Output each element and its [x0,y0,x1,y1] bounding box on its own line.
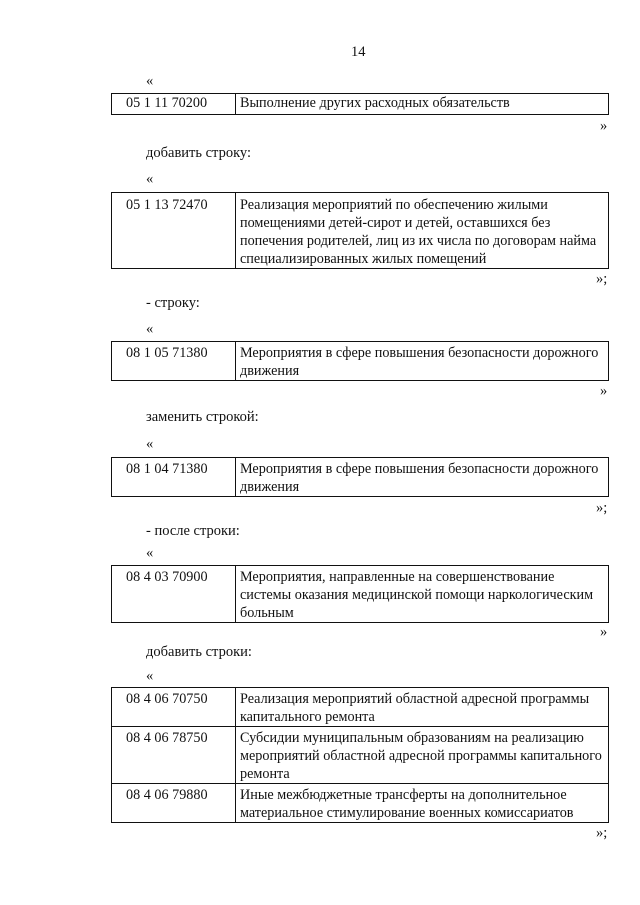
close-quote: » [600,383,608,399]
row-code: 08 1 04 71380 [112,458,236,497]
row-description: Реализация мероприятий по обеспечению жилыми помещениями детей-сирот и детей, оставшихся без попечения родителей, лиц из их числа по договорам найма специализированных жилых помещений [236,193,609,269]
budget-table-4 [111,457,609,497]
row-code: 05 1 11 70200 [112,94,236,115]
instruction-text: добавить строку: [146,145,251,161]
table-row [112,784,609,823]
page-number: 14 [351,44,366,60]
table-row [112,458,609,497]
row-code: 08 4 06 70750 [112,688,236,727]
open-quote: « [146,436,154,452]
row-description: Реализация мероприятий областной адресной программы капитального ремонта [236,688,609,727]
budget-table-5 [111,565,609,623]
open-quote: « [146,668,154,684]
row-code: 05 1 13 72470 [112,193,236,269]
close-quote: » [600,118,608,134]
instruction-text: - после строки: [146,523,240,539]
budget-table-1 [111,93,609,115]
row-code: 08 4 06 79880 [112,784,236,823]
close-quote: »; [596,271,608,287]
row-description: Мероприятия, направленные на совершенствование системы оказания медицинской помощи наркологическим больным [236,566,609,623]
table-row [112,688,609,727]
table-row [112,342,609,381]
row-description: Мероприятия в сфере повышения безопасности дорожного движения [236,342,609,381]
open-quote: « [146,171,154,187]
instruction-text: - строку: [146,295,200,311]
budget-table-2 [111,192,609,269]
row-description: Мероприятия в сфере повышения безопасности дорожного движения [236,458,609,497]
instruction-text: добавить строки: [146,644,252,660]
table-row [112,566,609,623]
row-code: 08 4 03 70900 [112,566,236,623]
row-description: Субсидии муниципальным образованиям на реализацию мероприятий областной адресной программы капитального ремонта [236,727,609,784]
row-code: 08 4 06 78750 [112,727,236,784]
row-description: Иные межбюджетные трансферты на дополнительное материальное стимулирование военных комиссариатов [236,784,609,823]
table-row [112,94,609,115]
open-quote: « [146,545,154,561]
open-quote: « [146,321,154,337]
table-row [112,193,609,269]
open-quote: « [146,73,154,89]
table-row [112,727,609,784]
close-quote: »; [596,825,608,841]
instruction-text: заменить строкой: [146,409,259,425]
row-description: Выполнение других расходных обязательств [236,94,609,115]
close-quote: »; [596,500,608,516]
row-code: 08 1 05 71380 [112,342,236,381]
budget-table-3 [111,341,609,381]
budget-table-6 [111,687,609,823]
close-quote: » [600,624,608,640]
